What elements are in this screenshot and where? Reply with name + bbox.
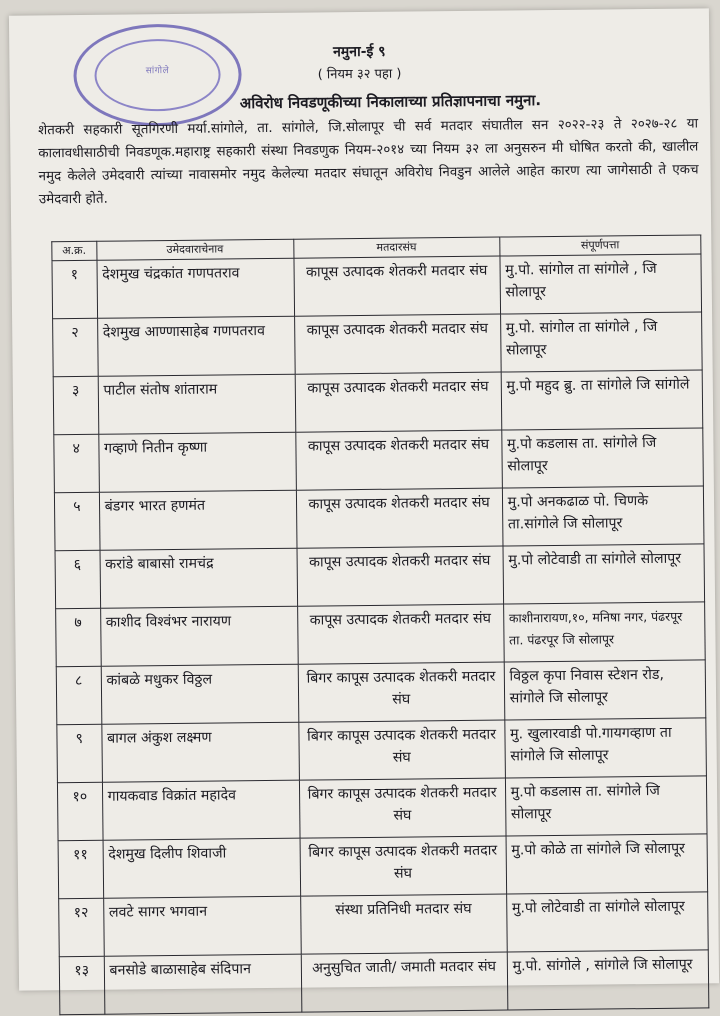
candidate-name-cell: बागल अंकुश लक्ष्मण (101, 722, 299, 782)
serial-number-cell: ९ (57, 724, 102, 782)
serial-number-cell: १२ (59, 898, 104, 956)
candidate-name-cell: पाटील संतोष शांताराम (98, 374, 296, 434)
address-cell: मु.पो कोळे ता सांगोले जि सोलापूर (506, 834, 708, 894)
serial-number-cell: २ (53, 318, 98, 376)
serial-number-cell: ७ (56, 608, 101, 666)
serial-number-cell: ८ (56, 666, 101, 724)
address-cell: काशीनारायण,१०, मनिषा नगर, पंढरपूर ता. पंढरपूर जि सोलापूर (503, 602, 705, 662)
candidate-name-cell: काशीद विश्वंभर नारायण (100, 606, 298, 666)
constituency-cell: बिगर कापूस उत्पादक शेतकरी मतदार संघ (299, 778, 506, 838)
candidate-name-cell: बनसोडे बाळासाहेब संदिपान (104, 954, 302, 1014)
table-row (54, 486, 704, 551)
table-body (52, 254, 709, 1015)
serial-number-cell: ४ (54, 434, 99, 492)
serial-number-cell: ३ (53, 376, 98, 434)
table-row (52, 254, 702, 319)
address-cell: मु.पो लोटेवाडी ता सांगोले सोलापूर (506, 892, 708, 952)
address-cell: मु.पो. सांगोले , सांगोले जि सोलापूर (507, 950, 709, 1010)
document-page (9, 8, 719, 990)
candidate-name-cell: गायकवाड विक्रांत महादेव (102, 780, 300, 840)
candidates-table (51, 234, 709, 1015)
table-row (58, 834, 708, 899)
address-cell: मु.पो कडलास ता. सांगोले जि सोलापूर (501, 428, 703, 488)
serial-number-cell: ५ (54, 492, 99, 550)
constituency-cell: बिगर कापूस उत्पादक शेतकरी मतदार संघ (300, 836, 507, 896)
address-cell: मु.पो कडलास ता. सांगोले जि सोलापूर (505, 776, 707, 836)
constituency-cell: कापूस उत्पादक शेतकरी मतदार संघ (295, 372, 502, 432)
serial-number-cell: १० (57, 782, 102, 840)
constituency-cell: कापूस उत्पादक शेतकरी मतदार संघ (294, 314, 501, 374)
serial-number-cell: १३ (59, 956, 104, 1014)
header-address: संपूर्णपत्ता (499, 235, 701, 256)
serial-number-cell: ११ (58, 840, 103, 898)
document-heading: अविरोध निवडणूकीच्या निकालाच्या प्रतिज्ञापनाचा नमुना. (239, 91, 542, 113)
constituency-cell: कापूस उत्पादक शेतकरी मतदार संघ (294, 256, 501, 316)
address-cell: मु.पो. सांगोल ता सांगोले , जि सोलापूर (500, 312, 702, 372)
constituency-cell: कापूस उत्पादक शेतकरी मतदार संघ (296, 488, 503, 548)
constituency-cell: कापूस उत्पादक शेतकरी मतदार संघ (297, 604, 504, 664)
rule-reference: ( नियम ३२ पहा ) (317, 66, 402, 83)
table-row (57, 718, 707, 783)
table-row (57, 776, 707, 841)
address-cell: विठ्ठल कृपा निवास स्टेशन रोड, सांगोले जि सोलापूर (504, 660, 706, 720)
serial-number-cell: ६ (55, 550, 100, 608)
table-row (56, 660, 706, 725)
constituency-cell: अनुसुचित जाती/ जमाती मतदार संघ (301, 952, 508, 1012)
candidate-name-cell: लवटे सागर भगवान (103, 896, 301, 956)
seal-lettering: सांगोले (145, 66, 170, 77)
candidate-name-cell: गव्हाणे नितीन कृष्णा (98, 432, 296, 492)
candidate-name-cell: कांबळे मधुकर विठ्ठल (101, 664, 299, 724)
constituency-cell: कापूस उत्पादक शेतकरी मतदार संघ (297, 546, 504, 606)
declaration-paragraph: शेतकरी सहकारी सूतगिरणी मर्या.सांगोले, ता. सांगोले, जि.सोलापूर ची सर्व मतदार संघातील सन २०२२-२३ ते २०२७-२८ या कालावधीसाठीची निवडणूक.महाराष्ट्र सहकारी संस्था निवडणुक नियम-२०१४ च्या नियम ३२ ला अनुसरुन मी घोषित करतो की, खालील नमुद केलेले उमेदवारी त्यांच्या नावासमोर नमुद केलेल्या मतदार संघातून अविरोध निवडुन आलेले आहेत कारण त्या जागेसाठी ते एकच उमेदवारी होते. (38, 116, 699, 208)
address-cell: मु.पो. सांगोल ता सांगोले , जि सोलापूर (500, 254, 702, 314)
table-row (53, 370, 703, 435)
candidate-name-cell: करांडे बाबासो रामचंद्र (100, 548, 298, 608)
constituency-cell: कापूस उत्पादक शेतकरी मतदार संघ (295, 430, 502, 490)
candidate-name-cell: बंडगर भारत हणमंत (99, 490, 297, 550)
header-serial: अ.क्र. (52, 241, 97, 260)
table-row (56, 602, 706, 667)
serial-number-cell: १ (52, 260, 97, 318)
address-cell: मु.पो महुद ब्रु. ता सांगोले जि सांगोले (501, 370, 703, 430)
table-row (55, 544, 705, 609)
candidate-name-cell: देशमुख दिलीप शिवाजी (103, 838, 301, 898)
candidate-name-cell: देशमुख आण्णासाहेब गणपतराव (97, 316, 295, 376)
table-row (54, 428, 704, 493)
candidate-name-cell: देशमुख चंद्रकांत गणपतराव (97, 258, 295, 318)
table-row (53, 312, 703, 377)
constituency-cell: बिगर कापूस उत्पादक शेतकरी मतदार संघ (298, 720, 505, 780)
table-row (59, 892, 709, 957)
header-constituency: मतदारसंघ (293, 237, 499, 258)
address-cell: मु. खुलारवाडी पो.गायगव्हाण ता सांगोले जि सोलापूर (504, 718, 706, 778)
header-candidate-name: उमेदवाराचेनाव (96, 239, 293, 260)
address-cell: मु.पो लोटेवाडी ता सांगोले सोलापूर (503, 544, 705, 604)
constituency-cell: संस्था प्रतिनिधी मतदार संघ (300, 894, 507, 954)
address-cell: मु.पो अनकढाळ पो. चिणके ता.सांगोले जि सोलापूर (502, 486, 704, 546)
form-number: नमुना-ई ९ (333, 43, 386, 61)
table-row (59, 950, 709, 1015)
constituency-cell: बिगर कापूस उत्पादक शेतकरी मतदार संघ (298, 662, 505, 722)
